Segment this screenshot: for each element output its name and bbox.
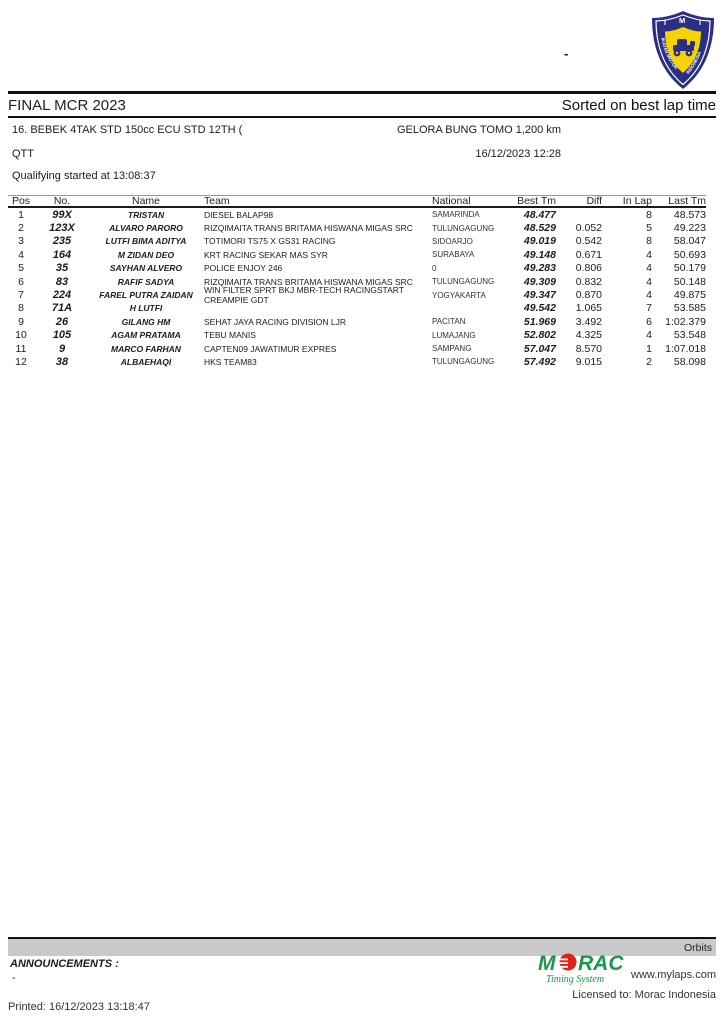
cell-pos: 3 — [18, 235, 24, 248]
col-header-pos: Pos — [11, 195, 31, 207]
col-header-name: Name — [131, 195, 160, 207]
cell-diff: 0.806 — [575, 262, 602, 275]
cell-last-tm: 53.548 — [673, 329, 706, 342]
table-row — [8, 355, 706, 368]
cell-pos: 2 — [18, 222, 24, 235]
cell-best-tm: 49.542 — [523, 302, 556, 315]
cell-team: HKS TEAM83 — [204, 356, 257, 367]
cell-name: RAFIF SADYA — [117, 276, 175, 287]
cell-national: 0 — [432, 263, 437, 273]
cell-pos: 4 — [18, 248, 24, 261]
col-header-team: Team — [204, 195, 230, 207]
cell-in-lap: 1 — [646, 342, 652, 355]
cell-team: POLICE ENJOY 246 — [204, 263, 283, 274]
session-row — [8, 148, 716, 164]
cell-diff: 0.832 — [575, 275, 602, 288]
cell-national: SURABAYA — [432, 250, 475, 260]
cell-national: TULUNGAGUNG — [432, 277, 495, 287]
cell-pos: 7 — [18, 289, 24, 302]
col-header-national: National — [432, 195, 471, 207]
cell-team: CAPTEN09 JAWATIMUR EXPRES — [204, 343, 337, 354]
cell-national: YOGYAKARTA — [432, 290, 486, 300]
cell-in-lap: 8 — [646, 235, 652, 248]
cell-no: 83 — [55, 275, 69, 288]
cell-diff: 9.015 — [575, 355, 602, 368]
cell-last-tm: 50.693 — [673, 248, 706, 261]
cell-diff: 0.052 — [575, 222, 602, 235]
cell-diff: 0.671 — [575, 248, 602, 261]
col-header-last: Last Tm — [668, 195, 706, 207]
imi-arc-text-right: INDONESIA — [685, 50, 703, 76]
class-title: 16. BEBEK 4TAK STD 150cc ECU STD 12TH ( — [12, 124, 243, 136]
qualifying-note: Qualifying started at 13:08:37 — [12, 170, 156, 182]
cell-best-tm: 48.477 — [523, 208, 556, 221]
cell-diff: 1.065 — [575, 302, 602, 315]
cell-diff: 3.492 — [575, 315, 602, 328]
cell-national: SAMARINDA — [432, 210, 480, 220]
cell-no: 105 — [52, 329, 72, 342]
cell-best-tm: 49.148 — [523, 248, 556, 261]
cell-diff: 0.870 — [575, 289, 602, 302]
cell-national: TULUNGAGUNG — [432, 223, 495, 233]
table-header-row — [8, 195, 706, 208]
cell-pos: 5 — [18, 262, 24, 275]
cell-pos: 1 — [18, 208, 24, 221]
cell-team: KRT RACING SEKAR MAS SYR — [204, 249, 328, 260]
printed-timestamp: Printed: 16/12/2023 13:18:47 — [8, 1001, 150, 1013]
cell-best-tm: 52.802 — [523, 329, 556, 342]
cell-name: MARCO FARHAN — [111, 343, 181, 354]
sort-note: Sorted on best lap time — [561, 96, 716, 114]
cell-pos: 9 — [18, 315, 24, 328]
cell-no: 9 — [58, 342, 66, 355]
results-table — [8, 195, 706, 369]
cell-no: 35 — [55, 262, 69, 275]
cell-no: 26 — [55, 315, 69, 328]
cell-team: RIZQIMAITA TRANS BRITAMA HISWANA MIGAS SRC — [204, 276, 413, 287]
table-row — [8, 221, 706, 234]
cell-diff: 0.542 — [575, 235, 602, 248]
event-title: FINAL MCR 2023 — [8, 96, 126, 114]
cell-best-tm: 49.019 — [523, 235, 556, 248]
cell-national: LUMAJANG — [432, 330, 476, 340]
top-dash: - — [564, 46, 569, 61]
cell-best-tm: 48.529 — [523, 222, 556, 235]
cell-last-tm: 50.179 — [673, 262, 706, 275]
cell-last-tm: 58.047 — [673, 235, 706, 248]
cell-best-tm: 49.309 — [523, 275, 556, 288]
cell-in-lap: 6 — [646, 315, 652, 328]
cell-last-tm: 49.875 — [673, 289, 706, 302]
cell-in-lap: 4 — [646, 329, 652, 342]
cell-national: SAMPANG — [432, 344, 472, 354]
cell-in-lap: 5 — [646, 222, 652, 235]
morac-timing-logo — [538, 948, 630, 988]
imi-arc-text-left: IKATAN MOTOR — [660, 37, 679, 71]
cell-pos: 8 — [18, 302, 24, 315]
cell-diff: 4.325 — [575, 329, 602, 342]
cell-name: AGAM PRATAMA — [111, 330, 181, 341]
class-row — [8, 124, 716, 140]
cell-team: DIESEL BALAP98 — [204, 209, 274, 220]
cell-name: LUTFI BIMA ADITYA — [105, 236, 187, 247]
cell-no: 99X — [52, 208, 72, 221]
col-header-best: Best Tm — [517, 195, 556, 207]
cell-team: RIZQIMAITA TRANS BRITAMA HISWANA MIGAS SRC — [204, 223, 413, 234]
table-row — [8, 285, 706, 306]
cell-no: 235 — [52, 235, 72, 248]
cell-last-tm: 53.585 — [673, 302, 706, 315]
cell-best-tm: 57.047 — [523, 342, 556, 355]
cell-name: TRISTAN — [127, 209, 165, 220]
morac-red-disc — [556, 954, 577, 971]
licensed-to: Licensed to: Morac Indonesia — [572, 989, 716, 1001]
cell-national: TULUNGAGUNG — [432, 357, 495, 367]
session-datetime: 16/12/2023 12:28 — [475, 148, 561, 160]
cell-last-tm: 48.573 — [673, 208, 706, 221]
cell-pos: 12 — [15, 355, 27, 368]
col-header-inlap: In Lap — [622, 195, 652, 207]
cell-last-tm: 58.098 — [673, 355, 706, 368]
imi-logo — [650, 10, 716, 90]
cell-no: 38 — [55, 355, 69, 368]
table-row — [8, 262, 706, 275]
cell-name: ALVARO PARORO — [109, 223, 183, 234]
cell-no: 71A — [51, 302, 73, 315]
imi-letter-i1: I — [664, 18, 667, 27]
cell-pos: 6 — [18, 275, 24, 288]
cell-in-lap: 2 — [646, 355, 652, 368]
cell-national: PACITAN — [432, 317, 466, 327]
cell-in-lap: 4 — [646, 289, 652, 302]
cell-team: TEBU MANIS — [204, 330, 256, 341]
cell-national: SIDOARJO — [432, 236, 473, 246]
table-row — [8, 235, 706, 248]
table-row — [8, 208, 706, 221]
cell-name: M ZIDAN DEO — [117, 249, 175, 260]
session-label: QTT — [12, 148, 34, 160]
cell-name: H LUTFI — [129, 303, 163, 314]
cell-last-tm: 50.148 — [673, 275, 706, 288]
col-header-diff: Diff — [586, 195, 602, 207]
qualifying-row — [8, 170, 716, 186]
cell-team: SEHAT JAYA RACING DIVISION LJR — [204, 316, 347, 327]
morac-rac: RAC — [578, 952, 624, 975]
cell-best-tm: 51.969 — [523, 315, 556, 328]
cell-in-lap: 4 — [646, 248, 652, 261]
cell-name: SAYHAN ALVERO — [109, 263, 183, 274]
cell-no: 164 — [52, 248, 72, 261]
mylaps-url: www.mylaps.com — [631, 969, 716, 981]
cell-no: 224 — [52, 289, 72, 302]
cell-in-lap: 8 — [646, 208, 652, 221]
cell-last-tm: 1:02.379 — [665, 315, 706, 328]
cell-in-lap: 7 — [646, 302, 652, 315]
table-row — [8, 329, 706, 342]
announcements-value: - — [12, 972, 16, 984]
col-header-no: No. — [53, 195, 71, 207]
cell-in-lap: 4 — [646, 262, 652, 275]
cell-team: TOTIMORI TS75 X GS31 RACING — [204, 236, 336, 247]
cell-diff: 8.570 — [575, 342, 602, 355]
cell-team: WIN FILTER SPRT BKJ MBR-TECH RACINGSTART CREAMPIE GDT — [204, 285, 404, 306]
cell-in-lap: 4 — [646, 275, 652, 288]
cell-best-tm: 57.492 — [523, 355, 556, 368]
table-row — [8, 342, 706, 355]
cell-name: GILANG HM — [121, 316, 171, 327]
cell-best-tm: 49.347 — [523, 289, 556, 302]
morac-m: M — [538, 952, 556, 975]
cell-pos: 11 — [15, 342, 27, 355]
morac-subtitle: Timing System — [546, 974, 605, 985]
track-name: GELORA BUNG TOMO 1,200 km — [396, 124, 561, 136]
cell-last-tm: 1:07.018 — [665, 342, 706, 355]
title-bar — [8, 91, 716, 118]
table-row — [8, 315, 706, 328]
cell-no: 123X — [49, 222, 75, 235]
table-row — [8, 248, 706, 261]
cell-name: ALBAEHAQI — [120, 356, 172, 367]
cell-pos: 10 — [15, 329, 27, 342]
imi-letter-m: M — [679, 16, 686, 25]
table-body — [8, 208, 706, 369]
imi-letter-i2: I — [699, 18, 702, 27]
cell-last-tm: 49.223 — [673, 222, 706, 235]
orbits-label: Orbits — [683, 941, 712, 954]
cell-best-tm: 49.283 — [523, 262, 556, 275]
cell-name: FAREL PUTRA ZAIDAN — [99, 290, 193, 301]
announcements-label: ANNOUNCEMENTS : — [10, 958, 119, 970]
